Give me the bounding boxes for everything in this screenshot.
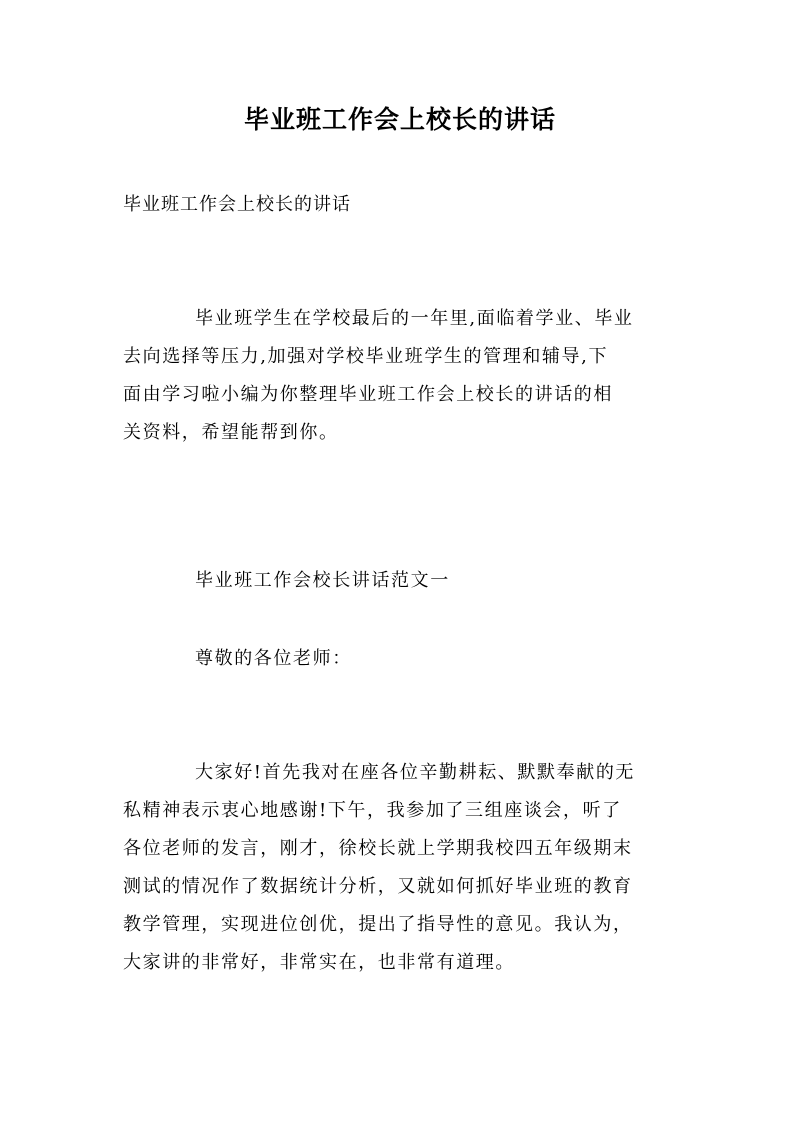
body-line: 测试的情况作了数据统计分析，又就如何抓好毕业班的教育 [123, 876, 633, 897]
intro-paragraph [123, 300, 683, 452]
body-line: 大家好!首先我对在座各位辛勤耕耘、默默奉献的无 [195, 762, 636, 783]
intro-line: 去向选择等压力,加强对学校毕业班学生的管理和辅导,下 [123, 346, 609, 367]
body-line: 各位老师的发言，刚才，徐校长就上学期我校四五年级期末 [123, 838, 633, 859]
body-paragraph [123, 754, 683, 982]
intro-line: 面由学习啦小编为你整理毕业班工作会上校长的讲话的相 [123, 384, 613, 405]
salutation-text: 尊敬的各位老师： [195, 648, 352, 669]
document-title: 毕业班工作会上校长的讲话 [243, 105, 556, 134]
body-line: 大家讲的非常好，非常实在，也非常有道理。 [123, 952, 515, 973]
intro-line: 关资料，希望能帮到你。 [123, 422, 339, 443]
section-heading-text: 毕业班工作会校长讲话范文一 [195, 570, 450, 591]
document-subtitle: 毕业班工作会上校长的讲话 [123, 194, 351, 215]
section-heading [123, 562, 683, 600]
salutation [123, 640, 683, 678]
body-line: 私精神表示衷心地感谢!下午，我参加了三组座谈会，听了 [123, 800, 622, 821]
intro-line: 毕业班学生在学校最后的一年里,面临着学业、毕业 [195, 308, 634, 329]
body-line: 教学管理，实现进位创优，提出了指导性的意见。我认为， [123, 914, 633, 935]
